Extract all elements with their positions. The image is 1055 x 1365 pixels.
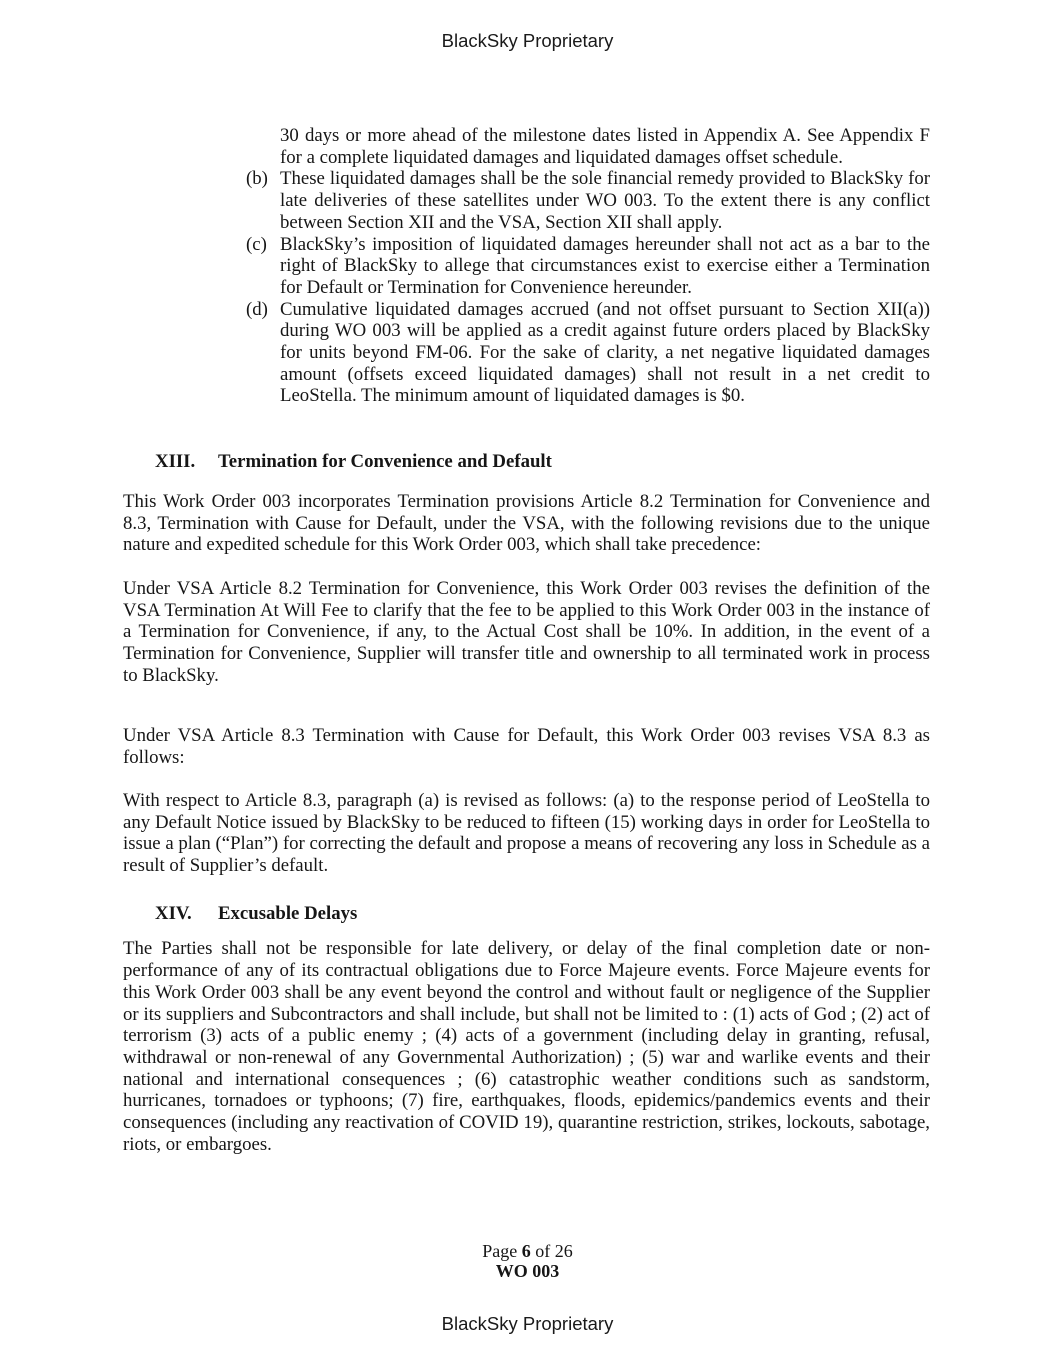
document-id: WO 003	[495, 1261, 560, 1281]
list-marker-d: (d)	[246, 298, 268, 320]
paragraph-xiv-1: The Parties shall not be responsible for late delivery, or delay of the final completion date or non-performance of any of its contractual obligations due to Force Majeure events. Force Majeure events for this Work Order 003 shall be any event beyond the control and without fault or negligence of the Supplier or its suppliers and Subcontractors and shall include, but shall not be limited to : (1) acts of God ; (2) act of terrorism (3) acts of a public enemy ; (4) acts of a government (including delay in granting, refusal, withdrawal or non-renewal of any Governmental Authorization) ; (5) war and warlike events and their national and international consequences ; (6) catastrophic weather conditions such as sandstorm, hurricanes, tornadoes or typhoons; (7) fire, earthquakes, floods, epidemics/pandemics events and their consequences (including any reactivation of COVID 19), quarantine restriction, strikes, lockouts, sabotage, riots, or embargoes.	[123, 938, 930, 1155]
list-item-d	[123, 299, 930, 408]
section-title-xiii: Termination for Convenience and Default	[218, 451, 552, 473]
paragraph-xiii-4: With respect to Article 8.3, paragraph (a) is revised as follows: (a) to the response period of LeoStella to any Default Notice issued by BlackSky to be reduced to fifteen (15) working days in order for LeoStella to issue a plan (“Plan”) for correcting the default and propose a means of recovering any loss in Schedule as a result of Supplier’s default.	[123, 789, 930, 876]
list-item-d-text: Cumulative liquidated damages accrued (and not offset pursuant to Section XII(a)) during WO 003 will be applied as a credit against future orders placed by BlackSky for units beyond FM-06. For the sake of clarity, a net negative liquidated damages amount (offsets exceed liquidated damages) shall not result in a net credit to LeoStella. The minimum amount of liquidated damages is $0.	[280, 298, 930, 407]
paragraph-xiii-2: Under VSA Article 8.2 Termination for Convenience, this Work Order 003 revises the definition of the VSA Termination At Will Fee to clarify that the fee to be applied to this Work Order 003 in the instance of a Termination for Convenience, if any, to the Actual Cost shall be 10%. In addition, in the event of a Termination for Convenience, Supplier will transfer title and ownership to all terminated work in process to BlackSky.	[123, 577, 930, 686]
paragraph-xiii-3: Under VSA Article 8.3 Termination with Cause for Default, this Work Order 003 revises VSA 8.3 as follows:	[123, 725, 930, 769]
section-heading-xiv	[123, 903, 930, 925]
list-marker-c: (c)	[246, 233, 267, 255]
header-proprietary-label: BlackSky Proprietary	[441, 30, 614, 51]
section-title-xiv: Excusable Delays	[218, 902, 358, 924]
footer-proprietary-label: BlackSky Proprietary	[441, 1313, 614, 1334]
section-heading-xiii	[123, 451, 930, 473]
section-number-xiv: XIV.	[155, 902, 192, 924]
list-item-c	[123, 234, 930, 299]
page-footer	[0, 1241, 1055, 1281]
list-item-b-text: These liquidated damages shall be the sole financial remedy provided to BlackSky for late deliveries of these satellites under WO 003. To the extent there is any conflict between Section XII and the VSA, Section XII shall apply.	[280, 168, 930, 233]
page-label-suffix: of 26	[535, 1241, 573, 1261]
list-marker-b: (b)	[246, 168, 268, 190]
list-item-b	[123, 168, 930, 233]
paragraph-xiii-1: This Work Order 003 incorporates Termination provisions Article 8.2 Termination for Convenience and 8.3, Termination with Cause for Default, under the VSA, with the following revisions due to the unique nature and expedited schedule for this Work Order 003, which shall take precedence:	[123, 490, 930, 556]
page-label-prefix: Page	[482, 1241, 518, 1261]
document-body	[123, 125, 930, 1155]
list-item-a-continuation: 30 days or more ahead of the milestone dates listed in Appendix A. See Appendix F for a complete liquidated damages and liquidated damages offset schedule.	[280, 125, 930, 168]
page-number-line	[0, 1241, 1055, 1261]
list-item-c-text: BlackSky’s imposition of liquidated damages hereunder shall not act as a bar to the right of BlackSky to allege that circumstances exist to exercise either a Termination for Default or Termination for Convenience hereunder.	[280, 233, 930, 298]
page-number: 6	[521, 1241, 531, 1261]
section-number-xiii: XIII.	[155, 451, 196, 473]
